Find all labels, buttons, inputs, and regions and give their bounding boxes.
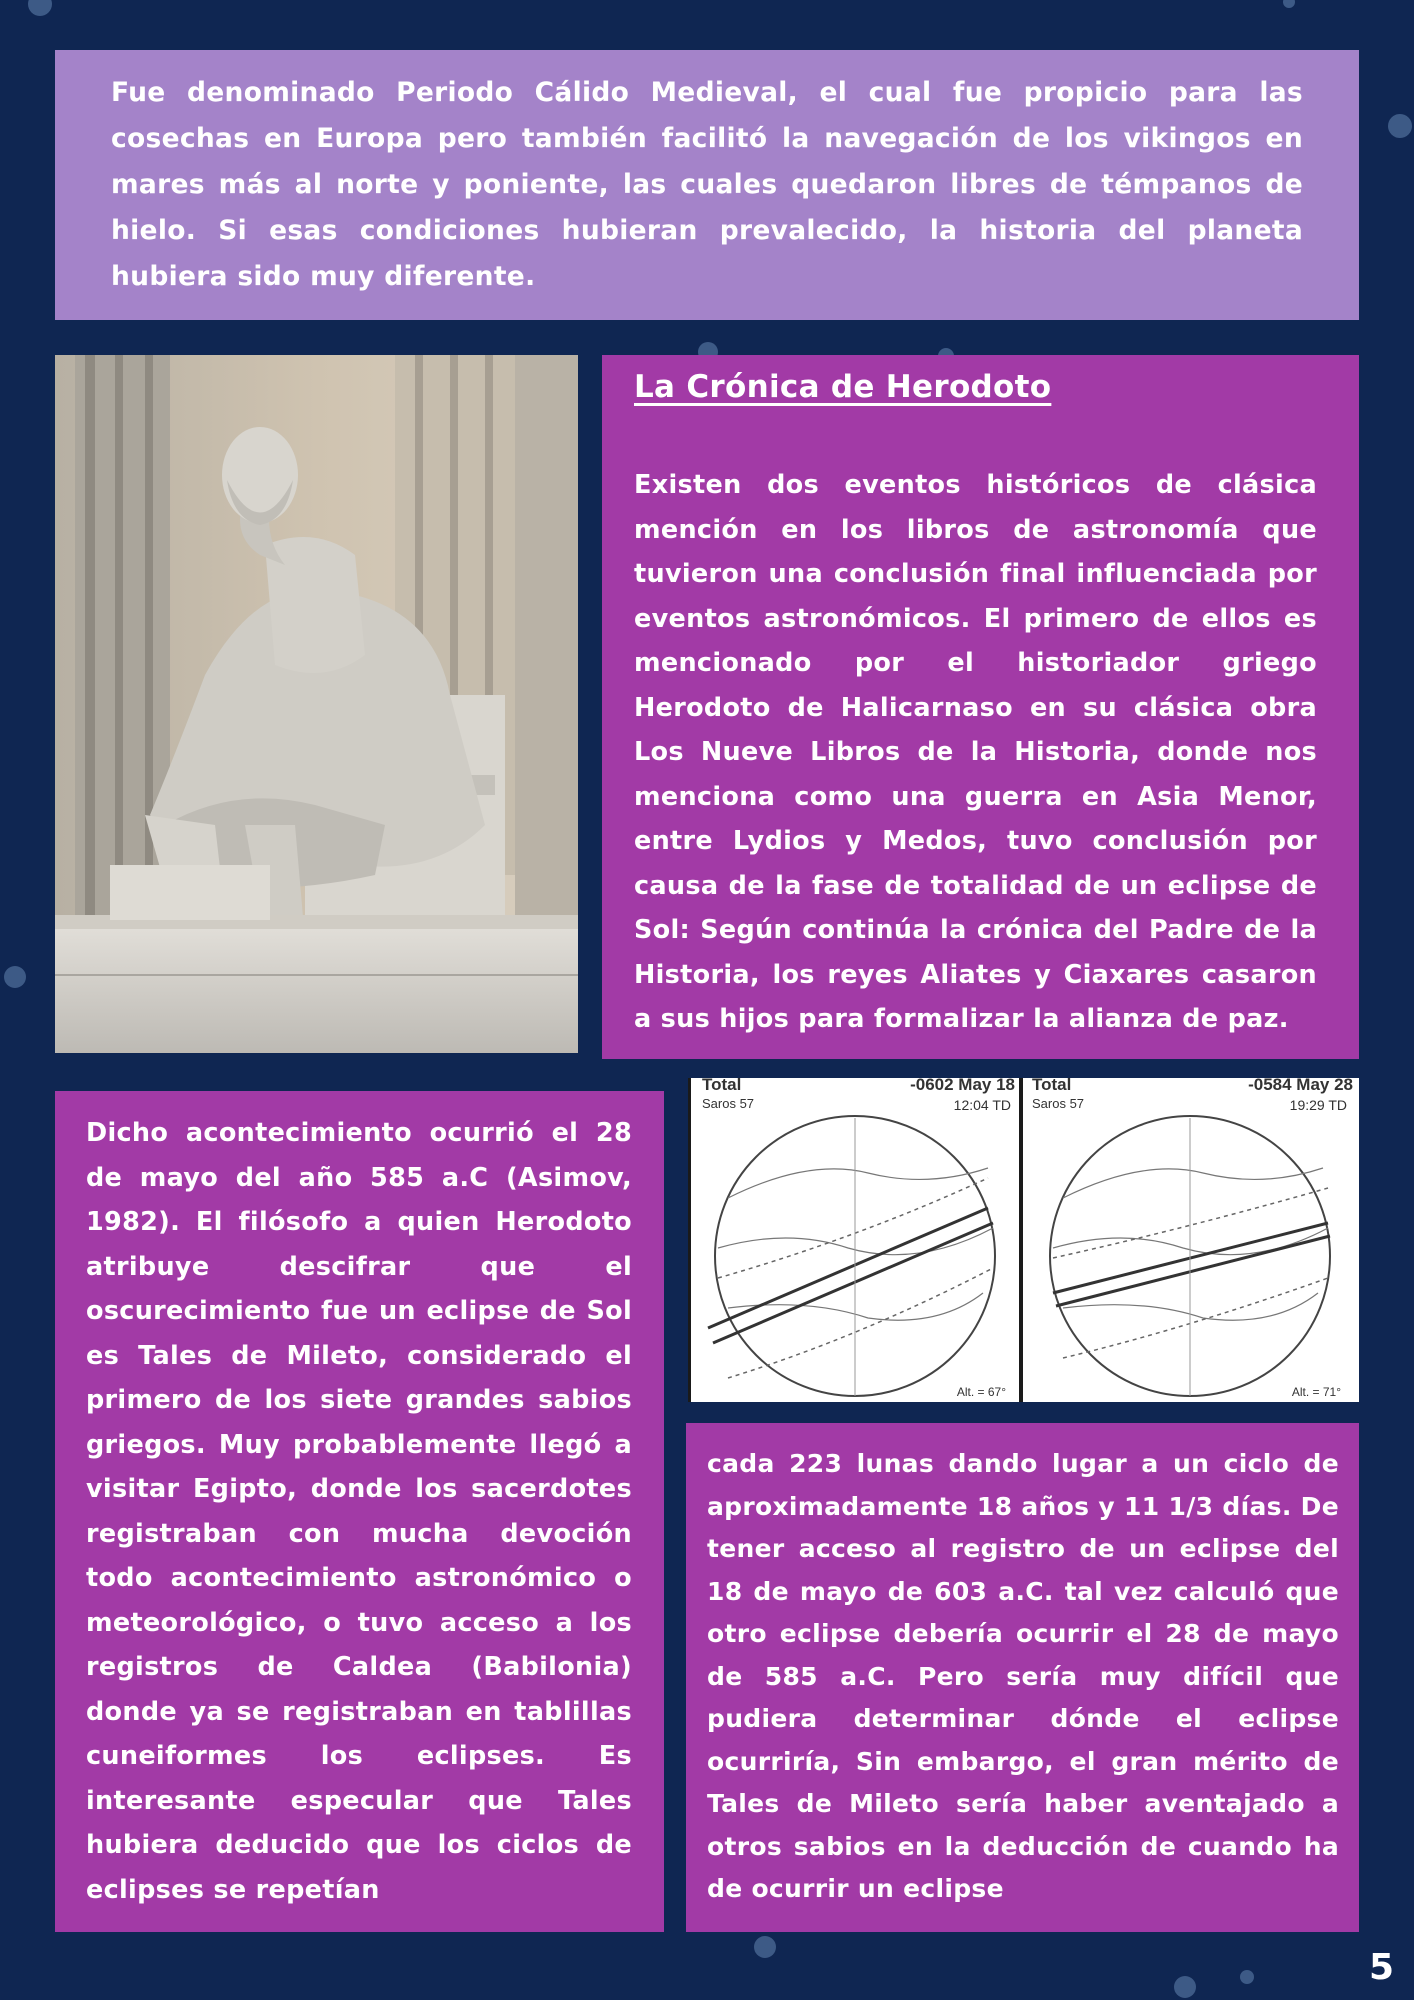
saros-paragraph: cada 223 lunas dando lugar a un ciclo de aproximadamente 18 años y 11 1/3 días. De tener acceso al registro de un eclipse del 18 de mayo de 603 a.C. tal vez calculó que otro eclipse debería ocurrir el 28 de mayo de 585 a.C. Pero sería muy difícil que pudiera determinar dónde el eclipse ocurriría, Sin embargo, el gran mérito de Tales de Mileto sería haber aventajado a otros sabios en la deducción de cuando ha de ocurrir un eclipse: [707, 1449, 1339, 1903]
map-date-label: -0584 May 28: [1248, 1078, 1353, 1094]
herodoto-chronicle-box: [602, 355, 1359, 1059]
herodoto-paragraph: Existen dos eventos históricos de clásica mención en los libros de astronomía que tuvieron una conclusión final influenciada por eventos astronómicos. El primero de ellos es mencionado por el historiador griego Herodoto de Halicarnaso en su clásica obra Los Nueve Libros de la Historia, donde nos menciona como una guerra en Asia Menor, entre Lydios y Medos, tuvo conclusión por causa de la fase de totalidad de un eclipse de Sol: Según continúa la crónica del Padre de la Historia, los reyes Aliates y Ciaxares casaron a sus hijos para formalizar la alianza de paz.: [634, 470, 1317, 1034]
eclipse-maps-figure: [688, 1078, 1359, 1402]
map-altitude-label: Alt. = 67°: [956, 1385, 1006, 1399]
decor-dot: [1283, 0, 1295, 8]
decor-dot: [4, 966, 26, 988]
decor-dot: [28, 0, 52, 16]
map-time-label: 19:29 TD: [1289, 1097, 1347, 1113]
map-saros-label: Saros 57: [702, 1096, 755, 1111]
thales-text-box: [55, 1091, 664, 1932]
decor-dot: [1388, 114, 1412, 138]
decor-dot: [1174, 1976, 1196, 1998]
decor-dot: [754, 1936, 776, 1958]
section-title: La Crónica de Herodoto: [634, 369, 1052, 405]
map-time-label: 12:04 TD: [953, 1097, 1011, 1113]
map-type-label: Total: [702, 1078, 742, 1094]
intro-text-box: [55, 50, 1359, 320]
decor-dot: [1240, 1970, 1254, 1984]
map-saros-label: Saros 57: [1032, 1096, 1085, 1111]
map-type-label: Total: [1032, 1078, 1072, 1094]
thales-paragraph: Dicho acontecimiento ocurrió el 28 de mayo del año 585 a.C (Asimov, 1982). El filósofo a quien Herodoto atribuye descifrar que el oscurecimiento fue un eclipse de Sol es Tales de Mileto, considerado el primero de los siete grandes sabios griegos. Muy probablemente llegó a visitar Egipto, donde los sacerdotes registraban con mucha devoción todo acontecimiento astronómico o meteorológico, o tuvo acceso a los registros de Caldea (Babilonia) donde ya se registraban en tablillas cuneiformes los eclipses. Es interesante especular que Tales hubiera deducido que los ciclos de eclipses se repetían: [86, 1118, 632, 1905]
saros-cycle-text-box: [686, 1423, 1359, 1932]
map-date-label: -0602 May 18: [910, 1078, 1015, 1094]
intro-paragraph: Fue denominado Periodo Cálido Medieval, el cual fue propicio para las cosechas en Europa pero también facilitó la navegación de los vikingos en mares más al norte y poniente, las cuales quedaron libres de témpanos de hielo. Si esas condiciones hubieran prevalecido, la historia del planeta hubiera sido muy diferente.: [111, 77, 1303, 292]
page-number: 5: [1368, 1947, 1394, 1988]
herodotus-statue-photo: [55, 355, 578, 1053]
map-altitude-label: Alt. = 71°: [1291, 1385, 1341, 1399]
